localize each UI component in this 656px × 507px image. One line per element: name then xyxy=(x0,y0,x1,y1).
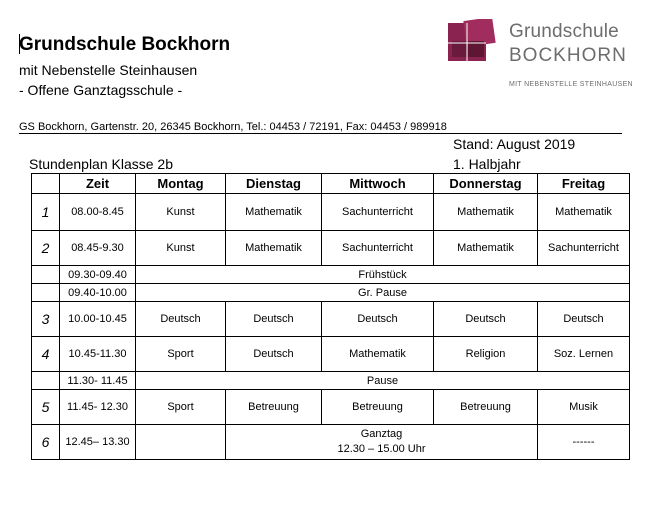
cell-mittwoch: Sachunterricht xyxy=(322,231,434,266)
table-row xyxy=(32,302,630,337)
logo-text-grundschule: Grundschule xyxy=(509,21,619,42)
address-line: GS Bockhorn, Gartenstr. 20, 26345 Bockhorn, Tel.: 04453 / 72191, Fax: 04453 / 989918 xyxy=(19,121,622,134)
table-row xyxy=(32,231,630,266)
cell-freitag: ------ xyxy=(538,425,630,460)
cell-freitag: Soz. Lernen xyxy=(538,337,630,372)
header-freitag: Freitag xyxy=(538,174,630,194)
lesson-number: 4 xyxy=(32,337,60,372)
lesson-time: 08.45-9.30 xyxy=(60,231,136,266)
lesson-time: 11.30- 11.45 xyxy=(60,372,136,390)
break-fruehstueck: Frühstück xyxy=(136,266,630,284)
cell-montag: Sport xyxy=(136,390,226,425)
lesson-time: 10.00-10.45 xyxy=(60,302,136,337)
header-num xyxy=(32,174,60,194)
cell-mittwoch: Sachunterricht xyxy=(322,194,434,231)
subtitle-branch: mit Nebenstelle Steinhausen xyxy=(19,62,198,78)
lesson-time: 10.45-11.30 xyxy=(60,337,136,372)
table-row xyxy=(32,284,630,302)
lesson-number: 2 xyxy=(32,231,60,266)
cell-donnerstag: Religion xyxy=(434,337,538,372)
cell-mittwoch: Betreuung xyxy=(322,390,434,425)
table-row xyxy=(32,266,630,284)
logo-text-bockhorn: BOCKHORN xyxy=(509,45,627,66)
lesson-number: 5 xyxy=(32,390,60,425)
cell-donnerstag: Mathematik xyxy=(434,231,538,266)
table-row xyxy=(32,372,630,390)
lesson-time: 11.45- 12.30 xyxy=(60,390,136,425)
subtitle-ganztag: - Offene Ganztagsschule - xyxy=(19,82,183,98)
header-dienstag: Dienstag xyxy=(226,174,322,194)
cell-donnerstag: Deutsch xyxy=(434,302,538,337)
table-row xyxy=(32,194,630,231)
ganztag-label: Ganztag xyxy=(360,428,403,440)
table-row xyxy=(32,425,630,460)
cell-montag: Kunst xyxy=(136,231,226,266)
header-donnerstag: Donnerstag xyxy=(434,174,538,194)
cell-freitag: Sachunterricht xyxy=(538,231,630,266)
cell-freitag: Mathematik xyxy=(538,194,630,231)
lesson-number: 6 xyxy=(32,425,60,460)
cell-freitag: Deutsch xyxy=(538,302,630,337)
ganztag-time: 12.30 – 15.00 Uhr xyxy=(337,443,426,455)
header-montag: Montag xyxy=(136,174,226,194)
logo-text-nebenstelle: MIT NEBENSTELLE STEINHAUSEN xyxy=(509,81,633,88)
lesson-number: 1 xyxy=(32,194,60,231)
cell-dienstag: Deutsch xyxy=(226,337,322,372)
cell-dienstag: Deutsch xyxy=(226,302,322,337)
cell-dienstag: Mathematik xyxy=(226,194,322,231)
school-name: Grundschule Bockhorn xyxy=(19,34,231,55)
timetable xyxy=(31,173,630,460)
lesson-number xyxy=(32,284,60,302)
cell-dienstag: Mathematik xyxy=(226,231,322,266)
lesson-time: 09.40-10.00 xyxy=(60,284,136,302)
table-row xyxy=(32,390,630,425)
cell-dienstag: Betreuung xyxy=(226,390,322,425)
cell-montag: Deutsch xyxy=(136,302,226,337)
header-mittwoch: Mittwoch xyxy=(322,174,434,194)
lesson-time: 08.00-8.45 xyxy=(60,194,136,231)
cell-freitag: Musik xyxy=(538,390,630,425)
cell-montag: Kunst xyxy=(136,194,226,231)
lesson-time: 12.45– 13.30 xyxy=(60,425,136,460)
break-gr-pause: Gr. Pause xyxy=(136,284,630,302)
halbjahr-label: 1. Halbjahr xyxy=(453,156,521,172)
ganztag-cell xyxy=(226,425,538,460)
cell-mittwoch: Mathematik xyxy=(322,337,434,372)
school-logo-icon xyxy=(446,19,498,65)
cell-mittwoch: Deutsch xyxy=(322,302,434,337)
cell-montag xyxy=(136,425,226,460)
break-pause: Pause xyxy=(136,372,630,390)
stand-date: Stand: August 2019 xyxy=(453,136,576,152)
cell-donnerstag: Betreuung xyxy=(434,390,538,425)
header-zeit: Zeit xyxy=(60,174,136,194)
lesson-time: 09.30-09.40 xyxy=(60,266,136,284)
lesson-number: 3 xyxy=(32,302,60,337)
lesson-number xyxy=(32,372,60,390)
table-row xyxy=(32,337,630,372)
cell-donnerstag: Mathematik xyxy=(434,194,538,231)
plan-title: Stundenplan Klasse 2b xyxy=(29,156,173,172)
lesson-number xyxy=(32,266,60,284)
table-header-row xyxy=(32,174,630,194)
cell-montag: Sport xyxy=(136,337,226,372)
